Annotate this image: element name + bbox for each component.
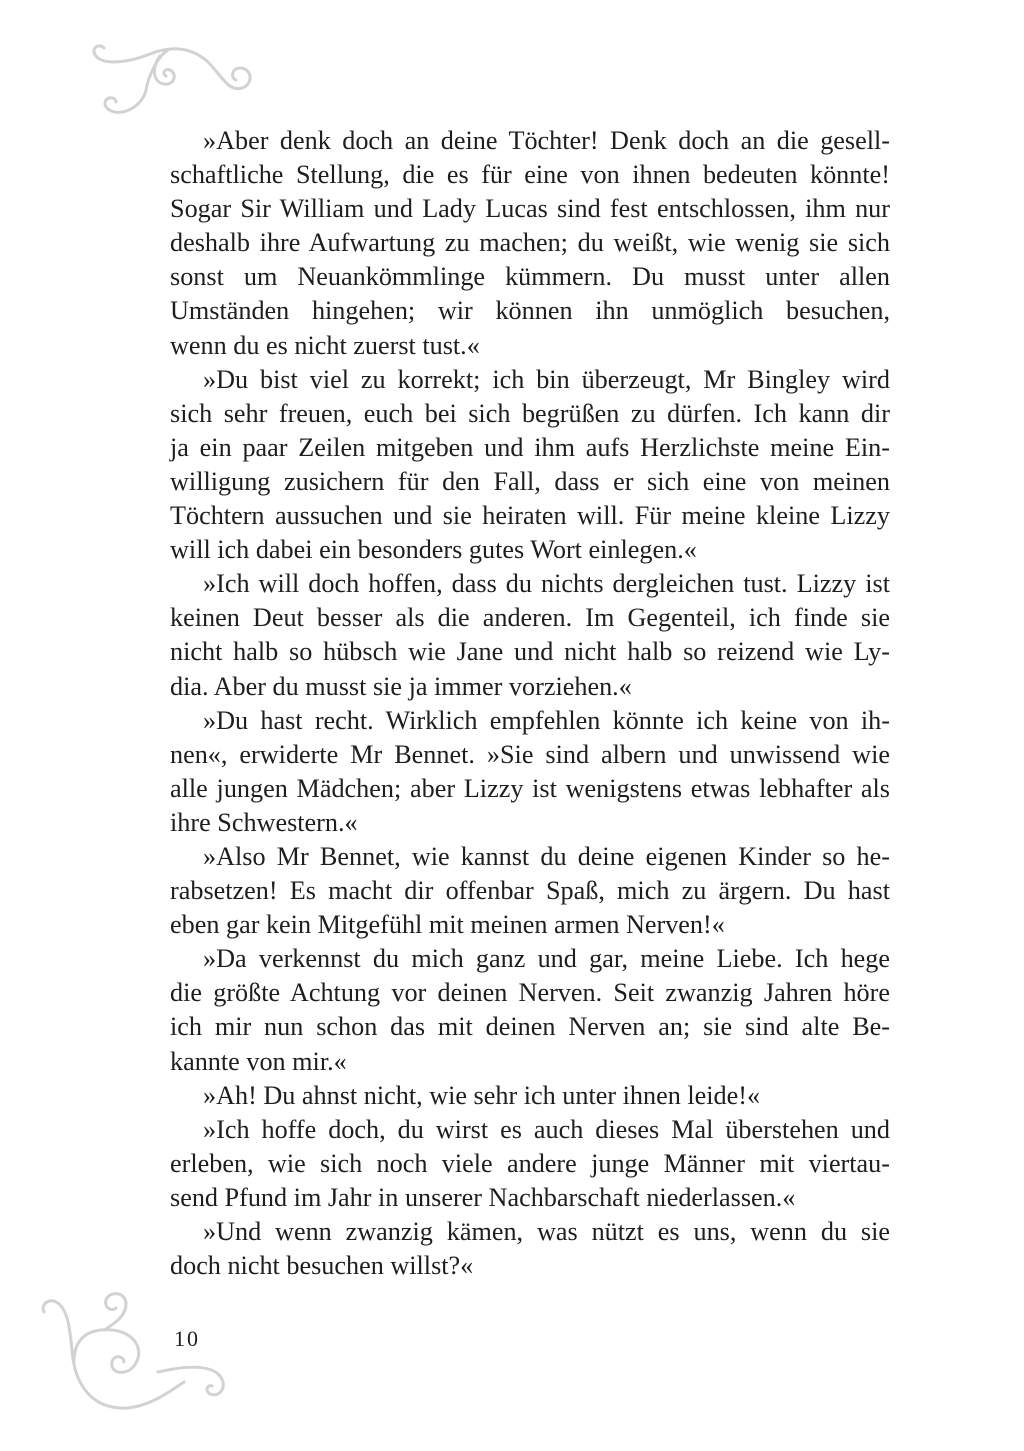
text-line: »Also Mr Bennet, wie kannst du deine eigenen Kinder so he- xyxy=(203,841,890,871)
paragraph xyxy=(170,124,890,363)
text-line: doch nicht besuchen willst?« xyxy=(170,1251,474,1281)
text-line: »Ah! Du ahnst nicht, wie sehr ich unter ihnen leide!« xyxy=(203,1080,761,1110)
text-line: Umständen hingehen; wir können ihn unmöglich besuchen, xyxy=(170,296,890,326)
text-line: ja ein paar Zeilen mitgeben und ihm aufs Herzlichste meine Ein- xyxy=(170,432,890,462)
paragraph xyxy=(170,1113,890,1215)
text-line: erleben, wie sich noch viele andere junge Männer mit viertau- xyxy=(170,1148,890,1178)
text-line: willigung zusichern für den Fall, dass er sich eine von meinen xyxy=(170,466,890,496)
paragraph xyxy=(170,363,890,568)
text-line: sonst um Neuankömmlinge kümmern. Du musst unter allen xyxy=(170,262,890,292)
paragraph xyxy=(170,840,890,942)
paragraph xyxy=(170,1079,890,1113)
text-line: »Und wenn zwanzig kämen, was nützt es uns, wenn du sie xyxy=(203,1217,890,1246)
text-line: alle jungen Mädchen; aber Lizzy ist wenigstens etwas lebhafter als xyxy=(170,773,890,803)
text-line: Töchtern aussuchen und sie heiraten will. Für meine kleine Lizzy xyxy=(170,501,890,531)
text-line: die größte Achtung vor deinen Nerven. Seit zwanzig Jahren höre xyxy=(170,978,890,1008)
text-line: rabsetzen! Es macht dir offenbar Spaß, mich zu ärgern. Du hast xyxy=(170,876,890,906)
text-line: nen«, erwiderte Mr Bennet. »Sie sind albern und unwissend wie xyxy=(170,739,890,769)
text-line: wenn du es nicht zuerst tust.« xyxy=(170,330,480,360)
page-number: 10 xyxy=(174,1326,200,1351)
paragraph xyxy=(170,1215,890,1283)
text-line: will ich dabei ein besonders gutes Wort einlegen.« xyxy=(170,535,697,565)
text-line: »Ich hoffe doch, du wirst es auch dieses Mal überstehen und xyxy=(203,1114,890,1144)
text-line: ihre Schwestern.« xyxy=(170,807,358,837)
text-line: ich mir nun schon das mit deinen Nerven an; sie sind alte Be- xyxy=(170,1012,890,1042)
text-line: kannte von mir.« xyxy=(170,1046,347,1076)
top-flourish-ornament-icon xyxy=(90,36,260,116)
text-line: Sogar Sir William und Lady Lucas sind fest entschlossen, ihm nur xyxy=(170,194,890,224)
text-line: »Aber denk doch an deine Töchter! Denk doch an die gesell- xyxy=(203,126,890,155)
text-line: »Da verkennst du mich ganz und gar, meine Liebe. Ich hege xyxy=(203,944,890,974)
text-line: »Du bist viel zu korrekt; ich bin überzeugt, Mr Bingley wird xyxy=(203,364,890,394)
body-text xyxy=(170,124,890,1283)
text-line: eben gar kein Mitgefühl mit meinen armen Nerven!« xyxy=(170,910,725,940)
text-line: »Du hast recht. Wirklich empfehlen könnte ich keine von ih- xyxy=(203,705,890,735)
text-line: sich sehr freuen, euch bei sich begrüßen zu dürfen. Ich kann dir xyxy=(170,398,890,428)
text-line: dia. Aber du musst sie ja immer vorziehen.« xyxy=(170,671,632,701)
text-line: keinen Deut besser als die anderen. Im Gegenteil, ich finde sie xyxy=(170,603,890,633)
text-line: »Ich will doch hoffen, dass du nichts dergleichen tust. Lizzy ist xyxy=(203,569,890,599)
text-line: send Pfund im Jahr in unserer Nachbarschaft niederlassen.« xyxy=(170,1182,796,1212)
paragraph xyxy=(170,704,890,840)
text-line: nicht halb so hübsch wie Jane und nicht halb so reizend wie Ly- xyxy=(170,637,890,667)
text-line: deshalb ihre Aufwartung zu machen; du weißt, wie wenig sie sich xyxy=(170,228,890,258)
paragraph xyxy=(170,942,890,1078)
paragraph xyxy=(170,567,890,703)
text-line: schaftliche Stellung, die es für eine von ihnen bedeuten könnte! xyxy=(170,160,890,190)
bottom-flourish-ornament-icon xyxy=(34,1290,234,1430)
